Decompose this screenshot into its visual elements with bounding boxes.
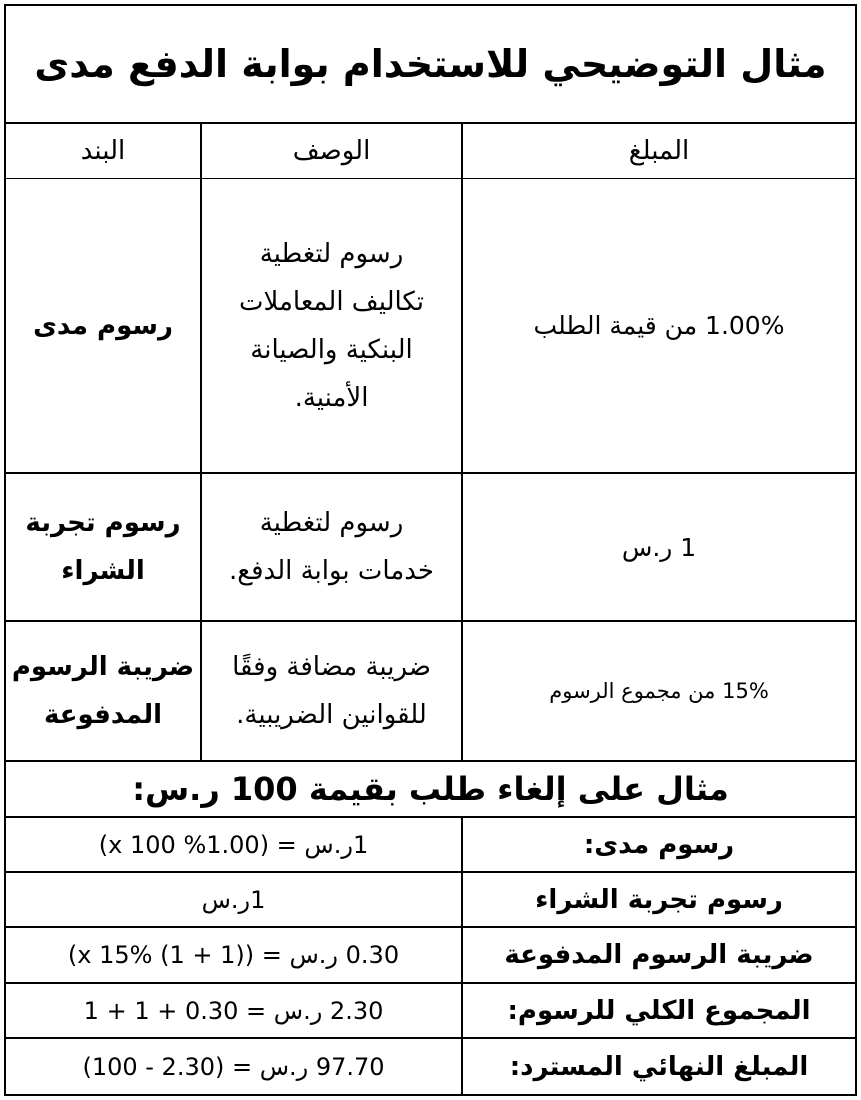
calc-value: 1ر.س [201,885,266,914]
header-amount: المبلغ [628,136,690,166]
row-amount: 15% من مجموع الرسوم [549,679,769,703]
row-description-line: رسوم لتغطية [259,508,404,538]
row-description-line: ضريبة مضافة وفقًا [232,652,431,682]
row-description [202,474,461,620]
header-item: البند [80,136,126,166]
row-item [6,179,200,472]
row-item-line: ضريبة الرسوم [11,652,195,682]
row-item-line: رسوم مدى [33,310,173,341]
row-description-line: تكاليف المعاملات [238,286,425,317]
row-description [202,179,461,472]
border-bottom [4,1094,857,1096]
calc-value: 0.30 ر.س = ((1 + 1) x 15%) [67,941,400,969]
row-description-line: للقوانين الضريبية. [236,700,427,730]
calc-label: المجموع الكلي للرسوم: [507,995,811,1026]
row-amount: 1.00% من قيمة الطلب [533,311,785,340]
calc-label: رسوم تجربة الشراء [535,884,783,915]
row-amount: 1 ر.س [621,532,697,562]
fees-table [4,4,857,1096]
row-item [6,474,200,620]
calc-label: ضريبة الرسوم المدفوعة [504,940,814,970]
calc-value: 97.70 ر.س = (2.30 - 100) [82,1052,385,1081]
row-description-line: الأمنية. [294,382,369,413]
row-description [202,622,461,760]
header-description: الوصف [292,136,371,166]
calc-value: 1ر.س = (1.00% x 100) [98,830,369,859]
page-title: مثال التوضيحي للاستخدام بوابة الدفع مدى [34,42,827,86]
example-title: مثال على إلغاء طلب بقيمة 100 ر.س: [132,770,729,808]
border-right [855,4,857,1096]
calc-value: 2.30 ر.س = 0.30 + 1 + 1 [83,996,384,1025]
row-item-line: رسوم تجربة [25,508,181,538]
calc-label: المبلغ النهائي المسترد: [509,1051,809,1082]
row-item-line: المدفوعة [44,700,162,730]
row-description-line: البنكية والصيانة [250,334,413,365]
calc-label: رسوم مدى: [583,829,735,860]
row-item [6,622,200,760]
row-description-line: رسوم لتغطية [259,238,404,269]
row-description-line: خدمات بوابة الدفع. [229,556,434,586]
row-item-line: الشراء [61,556,145,586]
